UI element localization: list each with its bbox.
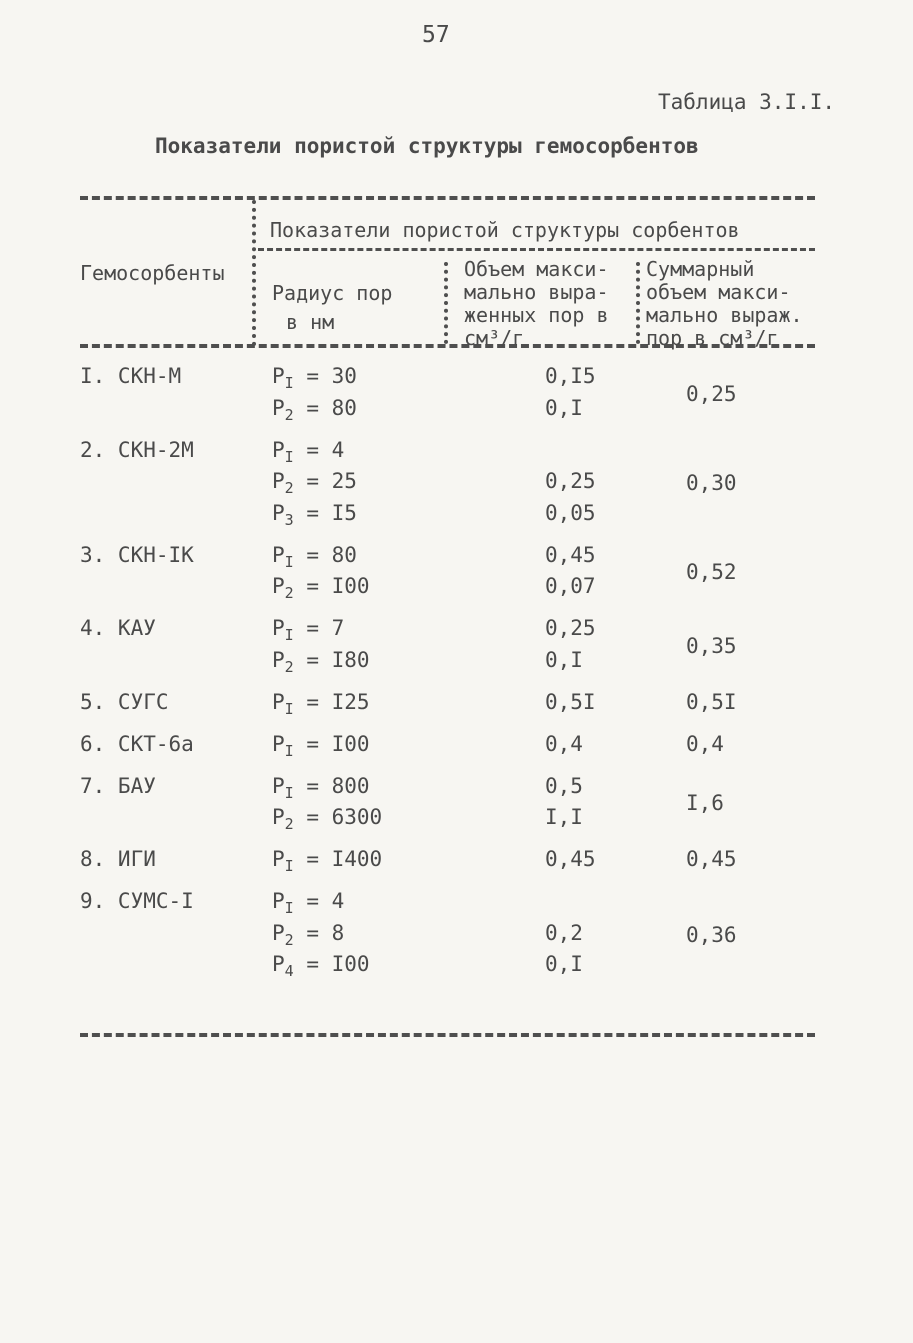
- col-header-volume-line-2: мально выра-: [464, 280, 609, 304]
- equals-sign: =: [293, 574, 332, 598]
- equals-sign: =: [293, 920, 332, 945]
- radius-value: 25: [331, 469, 357, 493]
- equals-sign: =: [293, 647, 332, 672]
- radius-index: I: [284, 552, 294, 571]
- radius-symbol: P: [272, 616, 285, 640]
- radius-value: I00: [331, 574, 370, 598]
- pore-radius: [272, 805, 382, 833]
- pore-volume: 0,45: [545, 542, 596, 567]
- radius-symbol: P: [272, 773, 285, 798]
- radius-value: 6300: [331, 805, 383, 829]
- equals-sign: =: [293, 364, 332, 388]
- radius-index: I: [284, 899, 294, 917]
- pore-volume: 0,25: [545, 616, 596, 640]
- equals-sign: =: [293, 889, 332, 913]
- radius-symbol: P: [272, 952, 285, 976]
- radius-value: I00: [331, 952, 370, 976]
- pore-radius: [272, 732, 370, 760]
- pore-radius: [272, 438, 344, 466]
- radius-index: I: [284, 374, 294, 392]
- col-group-header: Показатели пористой структуры сорбентов: [270, 218, 740, 242]
- radius-index: I: [284, 699, 294, 718]
- radius-index: 4: [284, 962, 294, 980]
- col-header-total-line-3: мально выраж.: [646, 303, 803, 327]
- equals-sign: =: [293, 805, 332, 829]
- pore-radius: [272, 396, 357, 424]
- radius-value: 8: [331, 920, 345, 945]
- sorbent-name: 8. ИГИ: [80, 847, 156, 871]
- pore-volume: 0,I: [545, 395, 583, 420]
- radius-index: 2: [284, 479, 294, 497]
- radius-index: 2: [284, 815, 294, 833]
- radius-symbol: P: [272, 500, 285, 525]
- radius-value: I00: [331, 731, 370, 756]
- radius-value: 4: [331, 437, 345, 462]
- radius-symbol: P: [272, 437, 285, 462]
- radius-value: I5: [331, 500, 357, 525]
- pore-volume: I,I: [545, 805, 583, 829]
- sorbent-name: 2. СКН-2М: [80, 437, 194, 462]
- radius-value: 80: [331, 542, 357, 567]
- radius-symbol: P: [272, 647, 285, 672]
- column-separator-2: [444, 262, 448, 344]
- total-volume: I,6: [686, 791, 724, 816]
- equals-sign: =: [293, 469, 332, 493]
- radius-index: 2: [284, 405, 294, 424]
- total-volume: 0,25: [686, 381, 737, 406]
- equals-sign: =: [293, 395, 332, 420]
- pore-radius: [272, 616, 344, 644]
- sorbent-name: 9. СУМС-I: [80, 889, 194, 913]
- radius-symbol: P: [272, 920, 285, 945]
- col-header-volume-line-4: см³/г: [464, 326, 525, 350]
- radius-value: 30: [331, 364, 357, 388]
- pore-volume: 0,45: [545, 847, 596, 871]
- pore-volume: 0,5I: [545, 689, 596, 714]
- sorbent-name: 3. СКН-IК: [80, 542, 194, 567]
- pore-volume: 0,4: [545, 731, 583, 756]
- total-volume: 0,45: [686, 847, 737, 871]
- radius-index: I: [284, 857, 294, 875]
- radius-index: 2: [284, 657, 294, 676]
- equals-sign: =: [293, 847, 332, 871]
- group-header-rule: [258, 248, 815, 251]
- pore-radius: [272, 690, 370, 718]
- radius-index: I: [284, 783, 294, 802]
- pore-volume: 0,05: [545, 500, 596, 525]
- pore-volume: 0,I5: [545, 364, 596, 388]
- pore-radius: [272, 364, 357, 392]
- equals-sign: =: [293, 542, 332, 567]
- radius-symbol: P: [272, 364, 285, 388]
- col-header-volume-line-3: женных пор в: [464, 303, 609, 327]
- pore-volume: 0,I: [545, 952, 583, 976]
- sorbent-name: 5. СУГС: [80, 689, 169, 714]
- radius-index: I: [284, 626, 294, 644]
- pore-radius: [272, 952, 370, 980]
- pore-radius: [272, 847, 382, 875]
- col-header-radius-line-2: в нм: [286, 310, 335, 334]
- total-volume: 0,36: [686, 922, 737, 947]
- radius-value: I25: [331, 689, 370, 714]
- pore-radius: [272, 921, 344, 949]
- pore-radius: [272, 469, 357, 497]
- radius-symbol: P: [272, 805, 285, 829]
- col-header-total: [646, 258, 803, 350]
- radius-index: 2: [284, 930, 294, 949]
- total-volume: 0,5I: [686, 689, 737, 714]
- pore-radius: [272, 774, 370, 802]
- column-separator-3: [636, 262, 640, 344]
- radius-symbol: P: [272, 889, 285, 913]
- radius-index: 3: [284, 510, 294, 529]
- radius-value: 800: [331, 773, 370, 798]
- radius-value: I400: [331, 847, 383, 871]
- page-number: 57: [422, 22, 450, 48]
- radius-symbol: P: [272, 542, 285, 567]
- equals-sign: =: [293, 952, 332, 976]
- col-header-total-line-2: объем макси-: [646, 280, 791, 304]
- radius-value: I80: [331, 647, 370, 672]
- total-volume: 0,35: [686, 633, 737, 658]
- radius-symbol: P: [272, 731, 285, 756]
- total-volume: 0,4: [686, 731, 724, 756]
- table-title: Показатели пористой структуры гемосорбентов: [155, 134, 699, 158]
- equals-sign: =: [293, 689, 332, 714]
- col-header-volume-line-1: Объем макси-: [464, 257, 609, 281]
- sorbent-name: 6. СКТ-6а: [80, 731, 194, 756]
- table-bottom-rule: [80, 1033, 815, 1037]
- pore-radius: [272, 501, 357, 529]
- radius-index: I: [284, 741, 294, 760]
- radius-index: 2: [284, 584, 294, 602]
- column-separator-1: [252, 200, 256, 346]
- equals-sign: =: [293, 500, 332, 525]
- radius-symbol: P: [272, 847, 285, 871]
- pore-volume: 0,5: [545, 773, 583, 798]
- pore-radius: [272, 543, 357, 571]
- equals-sign: =: [293, 773, 332, 798]
- radius-symbol: P: [272, 469, 285, 493]
- radius-symbol: P: [272, 395, 285, 420]
- sorbent-name: 7. БАУ: [80, 773, 156, 798]
- equals-sign: =: [293, 731, 332, 756]
- pore-volume: 0,I: [545, 647, 583, 672]
- total-volume: 0,30: [686, 471, 737, 495]
- col-header-total-line-1: Суммарный: [646, 257, 755, 281]
- table-label: Таблица 3.I.I.: [658, 90, 836, 114]
- radius-symbol: P: [272, 689, 285, 714]
- col-header-radius-line-1: Радиус пор: [272, 281, 393, 305]
- radius-value: 80: [331, 395, 357, 420]
- radius-value: 4: [331, 889, 345, 913]
- radius-value: 7: [331, 616, 345, 640]
- pore-volume: 0,07: [545, 574, 596, 598]
- total-volume: 0,52: [686, 560, 737, 585]
- equals-sign: =: [293, 437, 332, 462]
- sorbent-name: I. СКН-М: [80, 364, 182, 388]
- col-header-total-line-4: пор в см³/г: [646, 326, 779, 350]
- radius-symbol: P: [272, 574, 285, 598]
- pore-volume: 0,25: [545, 469, 596, 493]
- table-top-rule: [80, 196, 815, 200]
- pore-radius: [272, 574, 370, 602]
- pore-radius: [272, 889, 344, 917]
- col-header-radius: [272, 282, 392, 334]
- pore-radius: [272, 648, 370, 676]
- pore-volume: 0,2: [545, 920, 583, 945]
- equals-sign: =: [293, 616, 332, 640]
- col-header-sorbents: Гемосорбенты: [80, 261, 225, 285]
- col-header-volume: [464, 258, 609, 350]
- radius-index: I: [284, 447, 294, 466]
- sorbent-name: 4. КАУ: [80, 616, 156, 640]
